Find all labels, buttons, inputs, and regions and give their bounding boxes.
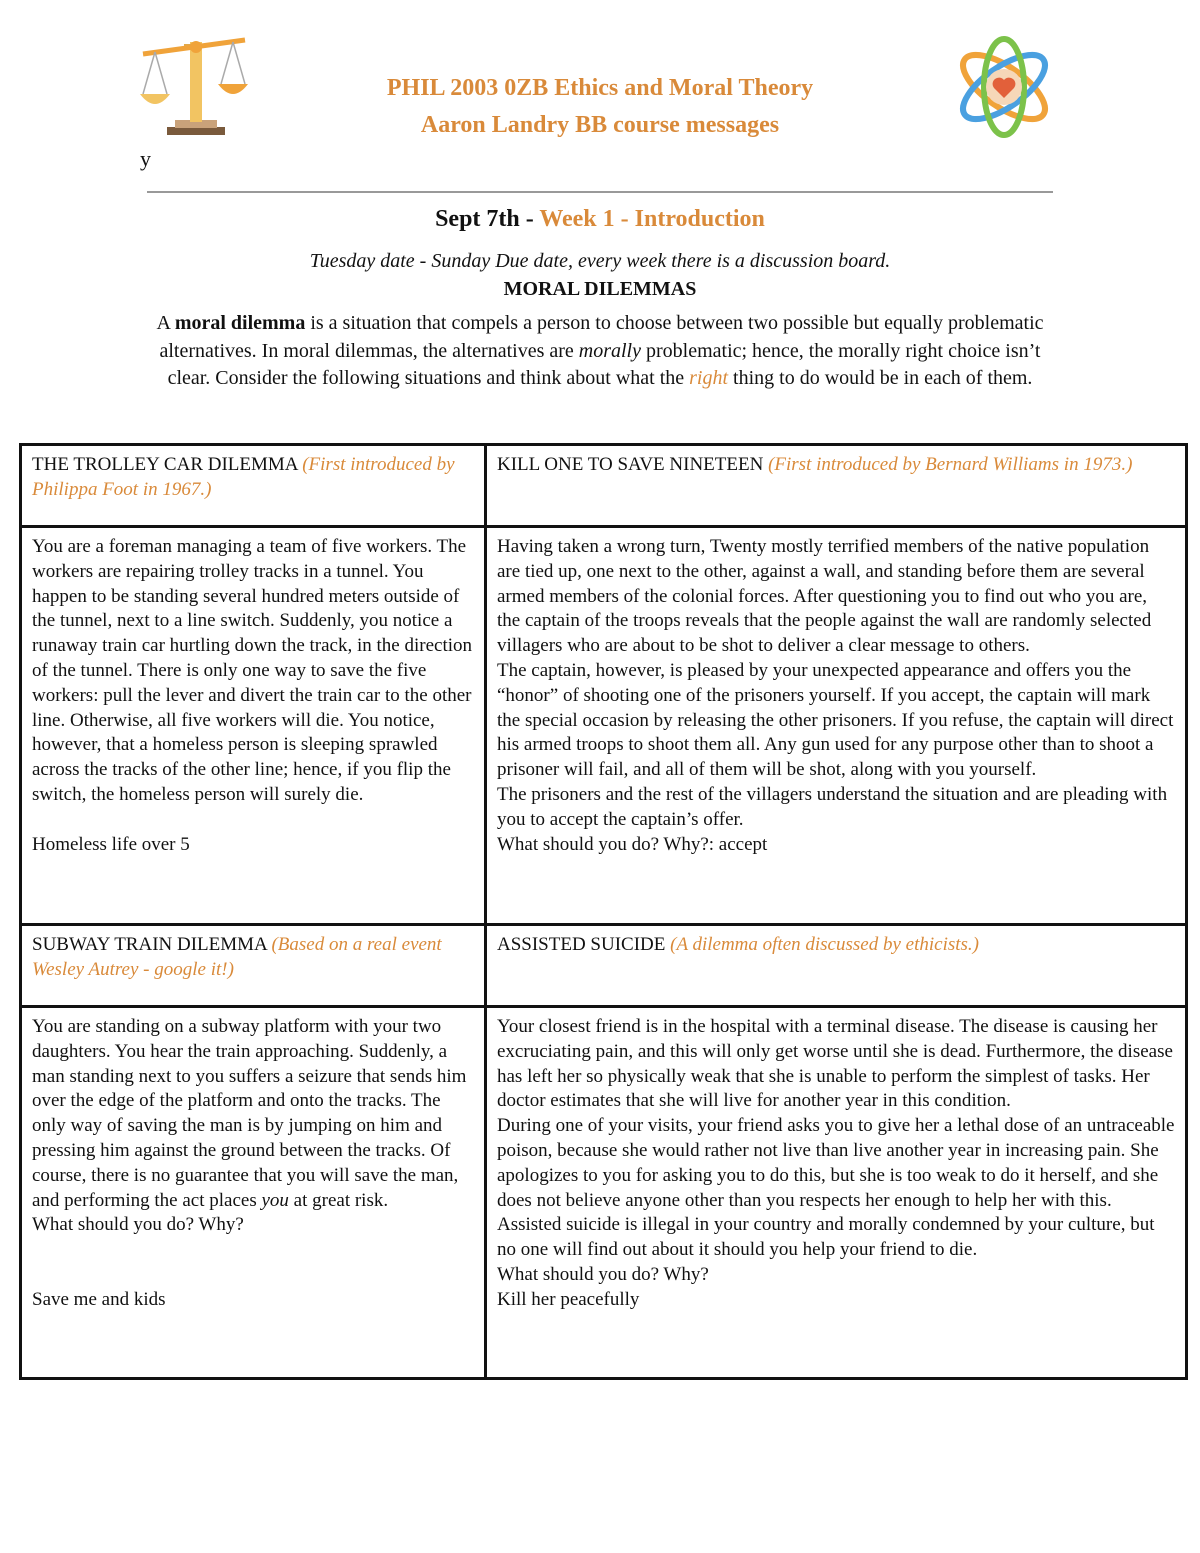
stray-character: y (140, 146, 151, 171)
document-header (0, 0, 1200, 200)
dilemma-text: Your closest friend is in the hospital with a terminal disease. The disease is causing her excruciating pain, and this will only get worse until she is dead. Furthermore, the disease has left her so physically weak that she is unable to perform the simplest of tasks. Her doctor estimates that she will live for another year in this condition. (497, 1016, 1173, 1112)
dilemma-answer: Homeless life over 5 (32, 833, 190, 855)
dilemma-body-cell (21, 527, 486, 925)
dilemma-source-note: (First introduced by Bernard Williams in 1973.) (768, 454, 1133, 475)
dilemma-question: What should you do? Why? (32, 1214, 244, 1236)
dilemma-text: You are a foreman managing a team of five workers. The workers are repairing trolley tracks in a tunnel. You happen to be standing several hundred meters outside of the tunnel, next to a line switch. Suddenly, you notice a runaway train car hurtling down the track, in the direction of the tunnel. There is only one way to save the five workers: pull the lever and divert the train car to the other line. Otherwise, all five workers will die. You notice, however, that a homeless person is sleeping sprawled across the tracks of the other line; hence, if you flip the switch, the homeless person will surely die. (32, 536, 473, 805)
dilemma-source-note: (First introduced by Philippa Foot in 1967.) (32, 454, 455, 500)
week-dash: - (519, 206, 540, 232)
dilemma-source-note: (A dilemma often discussed by ethicists.) (670, 934, 979, 955)
dilemma-body-cell (21, 1007, 486, 1379)
dilemma-text: Having taken a wrong turn, Twenty mostly terrified members of the native population are tied up, one next to the other, against a wall, and standing before them are several armed members of the colonial forces. After questioning you to find out who you are, the captain of the troops reveals that the people against the wall are randomly selected villagers who are about to be shot to deliver a clear message to others. (497, 536, 1152, 657)
dilemma-title-cell (21, 925, 486, 1007)
week-date: Sept 7th (435, 206, 520, 232)
dilemma-body-cell (486, 1007, 1187, 1379)
dilemma-text: The captain, however, is pleased by your unexpected appearance and offers you the “honor” of shooting one of the prisoners yourself. If you accept, the captain will mark the special occasion by releasing the other prisoners. If you refuse, the captain will direct his armed troops to shoot them all. Any gun used for any purpose other than to shoot a prisoner will fail, and all of them will be shot, along with you yourself. (497, 659, 1174, 781)
dilemma-text: The prisoners and the rest of the villagers understand the situation and are pleading with you to accept the captain’s offer. (497, 783, 1168, 830)
course-subtitle: Aaron Landry BB course messages (420, 112, 780, 138)
course-title: PHIL 2003 0ZB Ethics and Moral Theory (386, 75, 814, 101)
week-heading (0, 206, 1200, 233)
dilemma-text: You are standing on a subway platform with your two daughters. You hear the train approaching. Suddenly, a man standing next to you suffers a seizure that sends him over the edge of the platform and onto the tracks. The only way of saving the man is by jumping on him and pressing him against the ground between the tracks. Of course, there is no guarantee that you will save the man, and performing the act places you at great risk. (32, 1016, 467, 1211)
atom-heart-icon (952, 32, 1057, 142)
dilemma-title-cell (21, 445, 486, 527)
section-heading: MORAL DILEMMAS (503, 278, 697, 300)
dilemma-answer: What should you do? Why?: accept (497, 833, 768, 855)
dilemma-answer: Save me and kids (32, 1288, 166, 1310)
intro-paragraph: A moral dilemma is a situation that compels a person to choose between two possible but equally problematic alternatives. In moral dilemmas, the alternatives are morally problematic; hence, the morally right choice isn’t clear. Consider the following situations and think about what the right thing to do would be in each of them. (156, 312, 1044, 389)
dilemma-answer: Kill her peacefully (497, 1288, 640, 1310)
week-note: Tuesday date - Sunday Due date, every week there is a discussion board. (309, 250, 891, 272)
dilemma-title-cell (486, 925, 1187, 1007)
dilemma-title: THE TROLLEY CAR DILEMMA (32, 454, 303, 475)
dilemma-title: ASSISTED SUICIDE (497, 934, 671, 955)
dilemma-title: KILL ONE TO SAVE NINETEEN (497, 454, 769, 475)
dilemma-body-cell (486, 527, 1187, 925)
dilemmas-table (19, 443, 1188, 1380)
dilemma-source-note: (Based on a real event Wesley Autrey - google it!) (32, 934, 442, 980)
dilemma-text: During one of your visits, your friend asks you to give her a lethal dose of an untraceable poison, because she would rather not live than live another year in increasing pain. She apologizes to you for asking you to do this, but she is too weak to do it herself, and she does not believe anyone other than you respects her enough to help her with this. Assisted suicide is illegal in your country and morally condemned by your culture, but no one will find out about it should you help your friend to die. (497, 1115, 1175, 1261)
dilemma-question: What should you do? Why? (497, 1263, 709, 1285)
header-divider (147, 191, 1053, 193)
dilemma-title: SUBWAY TRAIN DILEMMA (32, 934, 272, 955)
week-label: Week 1 - Introduction (539, 206, 765, 232)
dilemma-title-cell (486, 445, 1187, 527)
